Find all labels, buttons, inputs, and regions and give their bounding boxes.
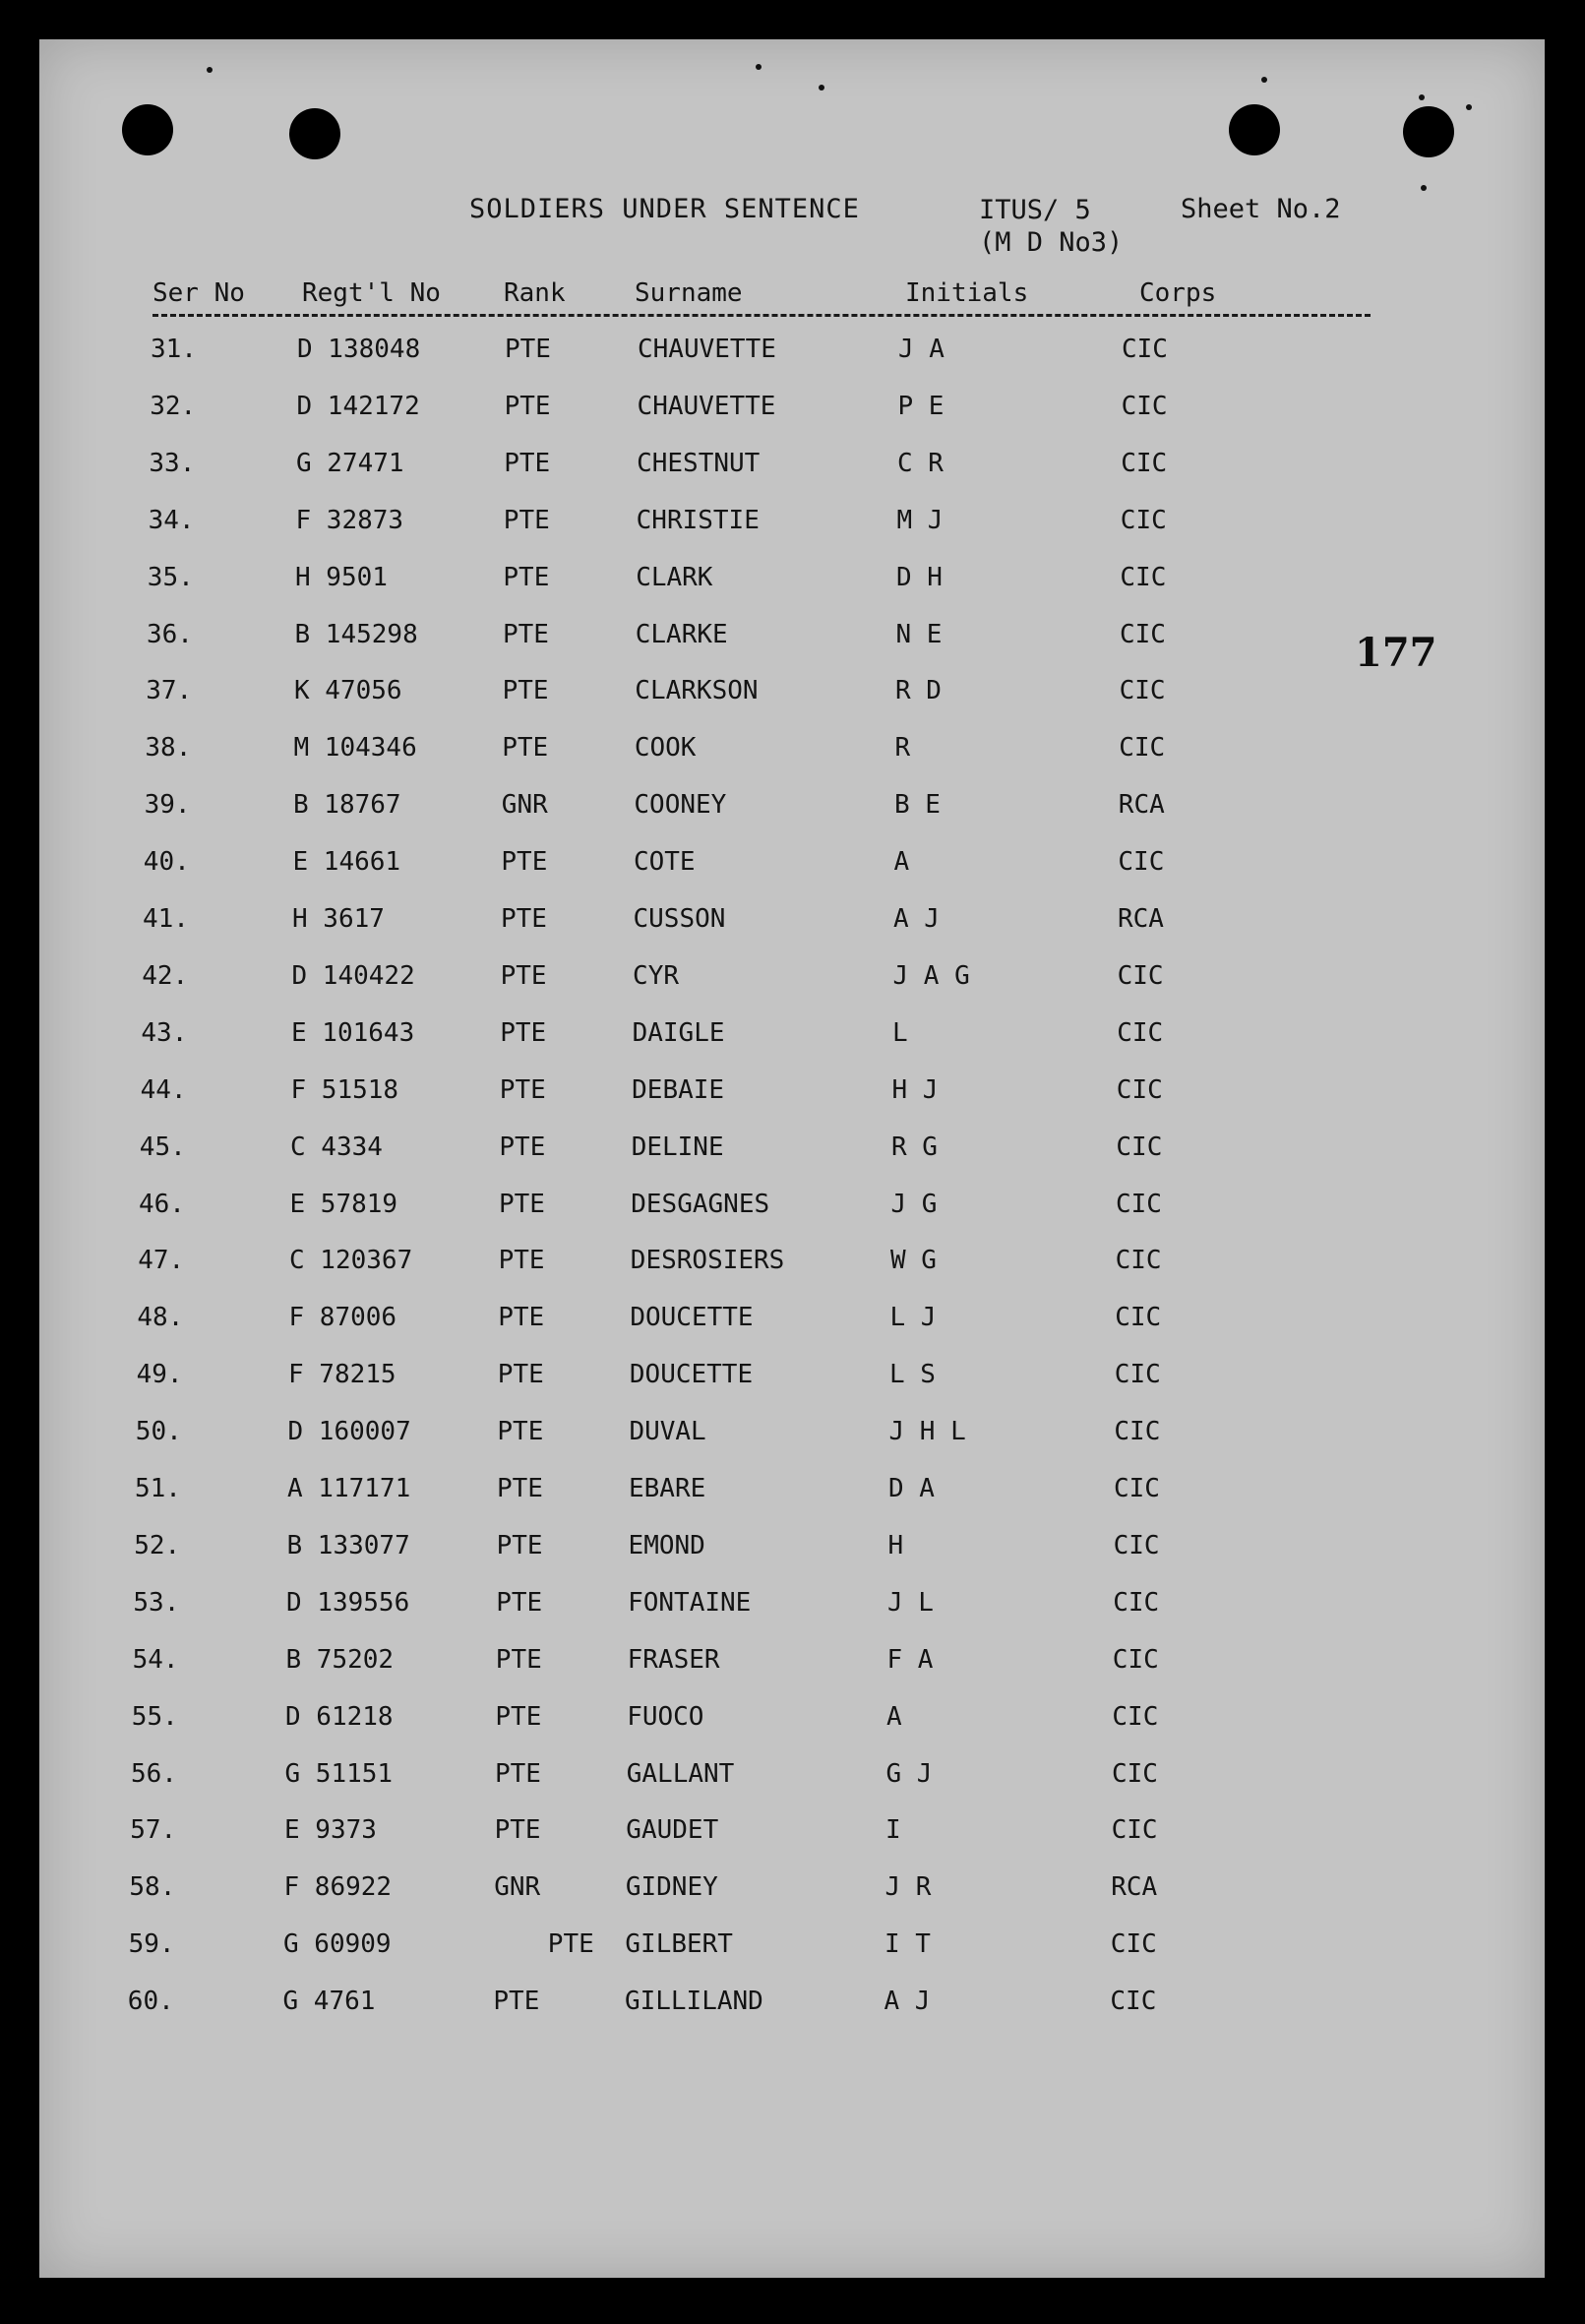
cell-corps: CIC	[1112, 1758, 1158, 1789]
cell-surname: CYR	[633, 960, 680, 991]
cell-initials: F A	[886, 1644, 934, 1675]
cell-initials: G J	[885, 1758, 933, 1789]
cell-surname: GILBERT	[625, 1929, 733, 1960]
cell-rank: PTE	[497, 1474, 543, 1503]
ink-speck	[1261, 77, 1267, 83]
ink-speck	[1466, 104, 1472, 110]
cell-surname: FONTAINE	[628, 1587, 752, 1618]
cell-corps: CIC	[1119, 733, 1166, 764]
cell-corps: CIC	[1120, 562, 1167, 592]
cell-surname: GILLILAND	[624, 1987, 763, 2017]
cell-ser-no: 53.	[133, 1587, 180, 1618]
cell-ser-no: 52.	[134, 1530, 181, 1560]
cell-rank: PTE	[493, 1987, 540, 2017]
cell-corps: CIC	[1120, 505, 1167, 535]
ink-speck	[207, 67, 213, 73]
cell-rank: PTE	[504, 391, 551, 421]
cell-rank: PTE	[499, 1131, 546, 1162]
cell-rank: PTE	[499, 1074, 546, 1105]
cell-initials: L	[892, 1017, 908, 1048]
cell-initials: J G	[890, 1189, 938, 1219]
cell-rank: PTE	[547, 1929, 594, 1960]
cell-rank: PTE	[505, 335, 551, 364]
cell-initials: J H L	[888, 1417, 966, 1447]
header-ser-no: Ser No	[152, 278, 245, 308]
cell-ser-no: 54.	[132, 1644, 179, 1675]
cell-initials: D H	[896, 562, 943, 592]
document-reference	[979, 194, 1123, 259]
cell-initials: I T	[884, 1929, 931, 1960]
cell-rank: PTE	[495, 1644, 542, 1675]
cell-surname: FUOCO	[627, 1701, 704, 1732]
cell-regtl-no: F 78215	[288, 1360, 396, 1390]
cell-ser-no: 32.	[150, 391, 197, 421]
cell-ser-no: 59.	[128, 1929, 175, 1960]
cell-corps: CIC	[1111, 1815, 1158, 1846]
cell-regtl-no: H 9501	[295, 562, 388, 592]
cell-initials: J L	[887, 1587, 934, 1618]
cell-surname: CHESTNUT	[637, 448, 761, 478]
cell-regtl-no: H 3617	[292, 904, 385, 934]
sheet-number: Sheet No.2	[1181, 194, 1341, 224]
cell-surname: DELINE	[631, 1131, 724, 1162]
cell-initials: C R	[897, 448, 944, 478]
cell-rank: PTE	[494, 1815, 541, 1846]
cell-regtl-no: D 140422	[291, 960, 415, 991]
cell-ser-no: 39.	[144, 790, 191, 821]
cell-corps: CIC	[1114, 1417, 1161, 1447]
cell-surname: COTE	[633, 847, 696, 878]
ink-speck	[819, 85, 824, 91]
cell-corps: CIC	[1117, 960, 1164, 991]
document-title: SOLDIERS UNDER SENTENCE	[469, 194, 860, 224]
cell-surname: CHRISTIE	[636, 505, 760, 535]
document-sheet	[39, 39, 1545, 2278]
cell-initials: H J	[891, 1074, 939, 1105]
cell-ser-no: 46.	[139, 1189, 185, 1219]
cell-initials: A	[886, 1701, 902, 1732]
cell-surname: GAUDET	[626, 1815, 719, 1846]
column-headers	[152, 278, 1371, 317]
cell-initials: A J	[893, 904, 940, 934]
cell-initials: D A	[888, 1474, 935, 1503]
cell-regtl-no: F 32873	[295, 505, 404, 535]
cell-surname: GIDNEY	[625, 1872, 718, 1903]
cell-initials: B E	[894, 790, 941, 821]
cell-corps: RCA	[1111, 1872, 1158, 1903]
cell-regtl-no: B 75202	[285, 1644, 395, 1675]
cell-surname: CHAUVETTE	[638, 335, 776, 364]
cell-regtl-no: B 145298	[294, 619, 418, 649]
cell-ser-no: 43.	[141, 1017, 188, 1048]
cell-regtl-no: E 9373	[284, 1815, 377, 1846]
cell-rank: PTE	[497, 1360, 544, 1390]
cell-corps: CIC	[1112, 1644, 1159, 1675]
cell-regtl-no: G 27471	[296, 448, 404, 478]
cell-regtl-no: B 18767	[293, 790, 401, 821]
cell-corps: CIC	[1116, 1074, 1163, 1105]
cell-ser-no: 55.	[131, 1701, 178, 1732]
cell-regtl-no: F 51518	[290, 1074, 399, 1105]
cell-initials: A	[893, 847, 910, 878]
cell-surname: CLARKE	[635, 619, 728, 649]
cell-initials: W G	[890, 1246, 937, 1276]
cell-surname: FRASER	[627, 1644, 720, 1675]
cell-rank: PTE	[500, 960, 547, 991]
header-corps: Corps	[1139, 278, 1217, 308]
cell-regtl-no: D 138048	[297, 335, 421, 364]
cell-ser-no: 60.	[127, 1987, 174, 2017]
cell-regtl-no: G 51151	[284, 1758, 394, 1789]
cell-surname: GALLANT	[626, 1758, 735, 1789]
cell-initials: N E	[895, 619, 943, 649]
cell-surname: DAIGLE	[632, 1017, 725, 1048]
cell-corps: CIC	[1115, 1303, 1162, 1333]
cell-initials: R G	[891, 1131, 938, 1162]
cell-surname: CHAUVETTE	[637, 391, 776, 421]
ink-speck	[1419, 94, 1425, 100]
cell-rank: PTE	[502, 733, 549, 764]
cell-rank: PTE	[498, 1246, 545, 1276]
cell-regtl-no: K 47056	[294, 676, 402, 706]
cell-regtl-no: D 142172	[296, 391, 420, 421]
cell-ser-no: 58.	[129, 1872, 176, 1903]
cell-regtl-no: D 61218	[285, 1701, 394, 1732]
cell-corps: CIC	[1113, 1587, 1160, 1618]
punch-hole	[289, 108, 340, 159]
ink-speck	[756, 64, 762, 70]
cell-ser-no: 47.	[138, 1246, 185, 1276]
cell-regtl-no: G 4761	[282, 1987, 376, 2017]
cell-corps: CIC	[1122, 335, 1168, 364]
cell-rank: GNR	[494, 1872, 541, 1903]
cell-ser-no: 56.	[131, 1758, 177, 1789]
cell-initials: L S	[889, 1360, 936, 1390]
cell-corps: CIC	[1110, 1929, 1157, 1960]
cell-corps: RCA	[1118, 790, 1165, 821]
cell-surname: DESGAGNES	[631, 1189, 770, 1219]
cell-regtl-no: E 57819	[289, 1189, 398, 1219]
cell-rank: PTE	[502, 676, 549, 706]
cell-ser-no: 42.	[142, 960, 189, 991]
cell-rank: GNR	[501, 790, 548, 821]
cell-rank: PTE	[503, 505, 550, 535]
ink-speck	[1421, 185, 1427, 191]
cell-corps: CIC	[1119, 676, 1166, 706]
cell-initials: J R	[884, 1872, 932, 1903]
cell-regtl-no: E 14661	[292, 847, 401, 878]
header-rank: Rank	[504, 278, 566, 308]
header-regtl-no: Regt'l No	[302, 278, 441, 308]
cell-regtl-no: D 139556	[286, 1587, 410, 1618]
cell-surname: CUSSON	[633, 904, 726, 934]
punch-hole	[122, 104, 173, 155]
cell-initials: H	[887, 1530, 904, 1560]
cell-ser-no: 44.	[140, 1074, 187, 1105]
cell-rank: PTE	[503, 562, 550, 592]
cell-rank: PTE	[496, 1530, 543, 1560]
cell-ser-no: 40.	[143, 847, 190, 878]
cell-corps: CIC	[1116, 1131, 1163, 1162]
cell-regtl-no: E 101643	[291, 1017, 415, 1048]
cell-ser-no: 41.	[143, 904, 189, 934]
cell-rank: PTE	[504, 448, 551, 478]
cell-rank: PTE	[496, 1587, 543, 1618]
header-initials: Initials	[905, 278, 1029, 308]
cell-corps: CIC	[1116, 1189, 1162, 1219]
reference-line-2: (M D No3)	[979, 227, 1124, 258]
cell-corps: CIC	[1117, 1017, 1164, 1048]
cell-regtl-no: D 160007	[287, 1417, 411, 1447]
cell-corps: CIC	[1121, 391, 1168, 421]
cell-initials: R	[894, 733, 911, 764]
cell-ser-no: 48.	[137, 1303, 184, 1333]
cell-corps: CIC	[1113, 1530, 1160, 1560]
cell-ser-no: 50.	[135, 1417, 182, 1447]
cell-regtl-no: C 4334	[290, 1131, 383, 1162]
cell-surname: COONEY	[634, 790, 727, 821]
cell-surname: DESROSIERS	[630, 1246, 785, 1276]
cell-ser-no: 36.	[147, 619, 193, 649]
cell-regtl-no: M 104346	[293, 733, 417, 764]
cell-ser-no: 49.	[136, 1360, 183, 1390]
cell-rank: PTE	[495, 1701, 542, 1732]
cell-corps: CIC	[1114, 1360, 1161, 1390]
cell-regtl-no: F 86922	[283, 1872, 393, 1903]
cell-initials: A J	[884, 1987, 931, 2017]
cell-initials: J A G	[892, 960, 970, 991]
cell-regtl-no: A 117171	[287, 1474, 411, 1503]
cell-surname: DEBAIE	[632, 1074, 725, 1105]
cell-rank: PTE	[499, 1189, 545, 1219]
cell-corps: CIC	[1112, 1701, 1159, 1732]
cell-initials: L J	[889, 1303, 937, 1333]
reference-line-1: ITUS/ 5	[979, 195, 1091, 225]
cell-corps: CIC	[1115, 1246, 1162, 1276]
cell-initials: P E	[897, 391, 945, 421]
cell-surname: DOUCETTE	[630, 1303, 754, 1333]
cell-ser-no: 33.	[149, 448, 196, 478]
cell-corps: CIC	[1110, 1987, 1157, 2017]
cell-rank: PTE	[498, 1303, 545, 1333]
punch-hole	[1229, 104, 1280, 155]
cell-ser-no: 35.	[147, 562, 194, 592]
cell-surname: EBARE	[629, 1474, 706, 1503]
cell-corps: RCA	[1118, 904, 1164, 934]
cell-regtl-no: C 120367	[289, 1246, 413, 1276]
page-stamp-number: 177	[1355, 630, 1437, 676]
cell-ser-no: 37.	[146, 676, 193, 706]
cell-rank: PTE	[503, 619, 549, 649]
cell-initials: J A	[898, 335, 945, 364]
cell-ser-no: 51.	[135, 1474, 181, 1503]
cell-corps: CIC	[1120, 619, 1166, 649]
cell-rank: PTE	[500, 1017, 547, 1048]
cell-surname: CLARK	[636, 562, 713, 592]
header-surname: Surname	[635, 278, 743, 308]
cell-rank: PTE	[501, 847, 548, 878]
cell-regtl-no: B 133077	[286, 1530, 410, 1560]
cell-surname: EMOND	[628, 1530, 705, 1560]
cell-corps: CIC	[1114, 1474, 1160, 1503]
cell-ser-no: 38.	[145, 733, 192, 764]
cell-initials: I	[885, 1815, 901, 1846]
cell-ser-no: 45.	[139, 1131, 186, 1162]
cell-surname: CLARKSON	[635, 676, 759, 706]
cell-surname: DUVAL	[629, 1417, 706, 1447]
cell-initials: R D	[895, 676, 942, 706]
cell-ser-no: 31.	[151, 335, 197, 364]
cell-rank: PTE	[501, 904, 547, 934]
cell-surname: COOK	[634, 733, 697, 764]
cell-corps: CIC	[1118, 847, 1165, 878]
cell-initials: M J	[896, 505, 944, 535]
punch-hole	[1403, 106, 1454, 157]
cell-regtl-no: F 87006	[288, 1303, 397, 1333]
cell-rank: PTE	[495, 1758, 541, 1789]
cell-corps: CIC	[1121, 448, 1168, 478]
cell-ser-no: 57.	[130, 1815, 177, 1846]
cell-regtl-no: G 60909	[283, 1929, 392, 1960]
cell-ser-no: 34.	[148, 505, 195, 535]
cell-surname: DOUCETTE	[629, 1360, 754, 1390]
cell-rank: PTE	[497, 1417, 544, 1447]
